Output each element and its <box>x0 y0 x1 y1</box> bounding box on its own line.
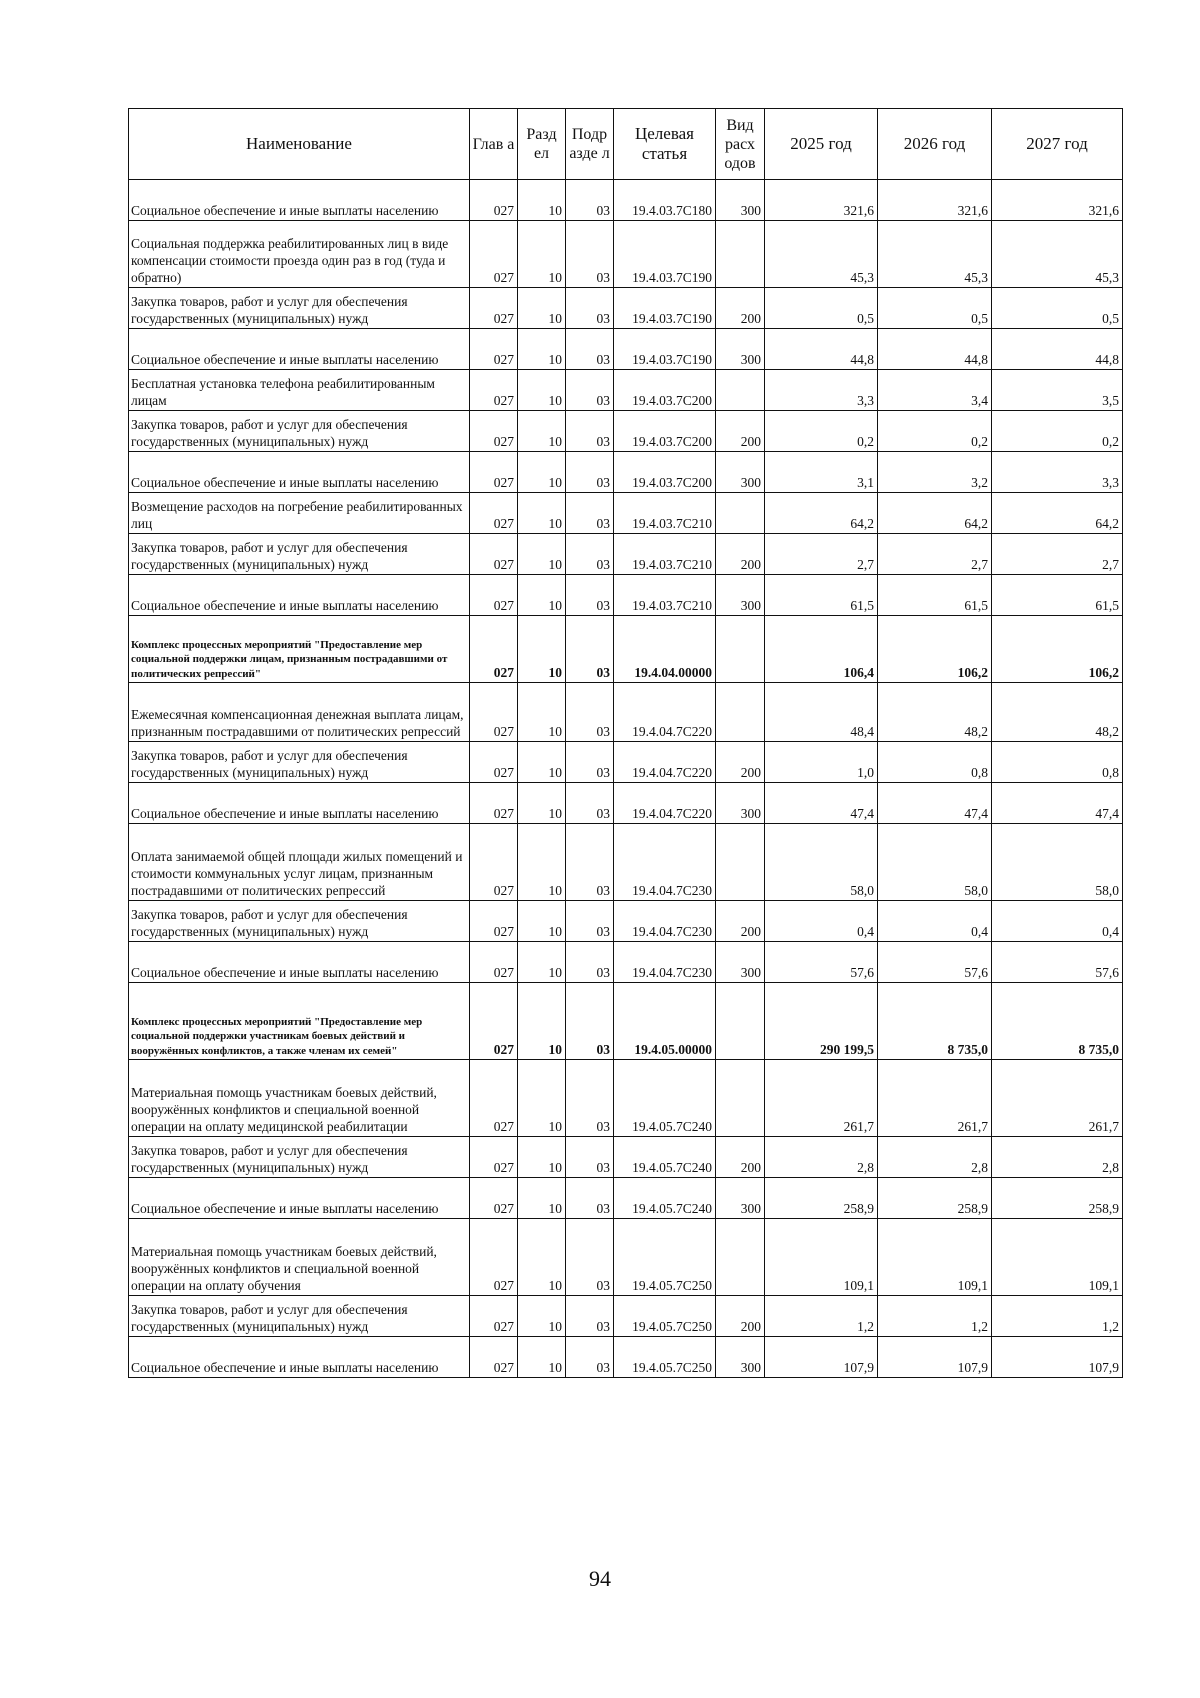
cell-2027: 47,4 <box>992 783 1123 824</box>
cell-podrazdel: 03 <box>566 616 614 683</box>
cell-2026: 0,8 <box>878 742 992 783</box>
table-row <box>129 742 1123 783</box>
header-glava: Глав а <box>470 109 518 180</box>
cell-name: Закупка товаров, работ и услуг для обеспечения государственных (муниципальных) нужд <box>129 742 470 783</box>
cell-name: Закупка товаров, работ и услуг для обеспечения государственных (муниципальных) нужд <box>129 288 470 329</box>
cell-name: Социальное обеспечение и иные выплаты населению <box>129 1178 470 1219</box>
cell-2027: 48,2 <box>992 683 1123 742</box>
cell-vid <box>716 824 765 901</box>
table-body <box>129 180 1123 1378</box>
cell-razdel: 10 <box>518 742 566 783</box>
cell-glava: 027 <box>470 1137 518 1178</box>
cell-podrazdel: 03 <box>566 983 614 1060</box>
cell-name: Материальная помощь участникам боевых действий, вооружённых конфликтов и специальной военной операции на оплату обучения <box>129 1219 470 1296</box>
cell-glava: 027 <box>470 901 518 942</box>
cell-2025: 3,1 <box>765 452 878 493</box>
cell-2025: 44,8 <box>765 329 878 370</box>
cell-2027: 107,9 <box>992 1337 1123 1378</box>
cell-razdel: 10 <box>518 942 566 983</box>
cell-podrazdel: 03 <box>566 1178 614 1219</box>
cell-2025: 2,8 <box>765 1137 878 1178</box>
cell-vid: 200 <box>716 411 765 452</box>
cell-vid: 300 <box>716 575 765 616</box>
cell-2025: 0,5 <box>765 288 878 329</box>
cell-target: 19.4.03.7С210 <box>614 575 716 616</box>
table-row <box>129 329 1123 370</box>
cell-razdel: 10 <box>518 1219 566 1296</box>
cell-2027: 2,8 <box>992 1137 1123 1178</box>
cell-2025: 47,4 <box>765 783 878 824</box>
table-row <box>129 493 1123 534</box>
table-row <box>129 824 1123 901</box>
cell-2027: 258,9 <box>992 1178 1123 1219</box>
cell-target: 19.4.04.7С230 <box>614 942 716 983</box>
cell-name: Комплекс процессных мероприятий "Предоставление мер социальной поддержки участникам боевых действий и вооружённых конфликтов, а также членам их семей" <box>129 983 470 1060</box>
table-row <box>129 1219 1123 1296</box>
cell-target: 19.4.03.7С190 <box>614 329 716 370</box>
cell-2026: 44,8 <box>878 329 992 370</box>
cell-podrazdel: 03 <box>566 1060 614 1137</box>
cell-target: 19.4.05.7С240 <box>614 1178 716 1219</box>
cell-2026: 1,2 <box>878 1296 992 1337</box>
header-2025: 2025 год <box>765 109 878 180</box>
cell-name: Закупка товаров, работ и услуг для обеспечения государственных (муниципальных) нужд <box>129 1296 470 1337</box>
cell-2027: 58,0 <box>992 824 1123 901</box>
cell-razdel: 10 <box>518 1178 566 1219</box>
cell-glava: 027 <box>470 783 518 824</box>
cell-2027: 3,5 <box>992 370 1123 411</box>
header-vid: Вид расх одов <box>716 109 765 180</box>
cell-name: Социальное обеспечение и иные выплаты населению <box>129 783 470 824</box>
cell-target: 19.4.03.7С180 <box>614 180 716 221</box>
cell-2026: 261,7 <box>878 1060 992 1137</box>
cell-podrazdel: 03 <box>566 942 614 983</box>
table-header <box>129 109 1123 180</box>
cell-name: Социальное обеспечение и иные выплаты населению <box>129 329 470 370</box>
cell-2026: 61,5 <box>878 575 992 616</box>
cell-2027: 0,8 <box>992 742 1123 783</box>
cell-vid <box>716 983 765 1060</box>
table-row <box>129 683 1123 742</box>
cell-podrazdel: 03 <box>566 221 614 288</box>
cell-2025: 2,7 <box>765 534 878 575</box>
header-podrazdel: Подр азде л <box>566 109 614 180</box>
budget-table <box>128 108 1123 1378</box>
cell-target: 19.4.03.7С210 <box>614 493 716 534</box>
cell-name: Материальная помощь участникам боевых действий, вооружённых конфликтов и специальной военной операции на оплату медицинской реабилитации <box>129 1060 470 1137</box>
cell-target: 19.4.05.00000 <box>614 983 716 1060</box>
cell-target: 19.4.05.7С240 <box>614 1060 716 1137</box>
cell-2027: 0,5 <box>992 288 1123 329</box>
cell-name: Ежемесячная компенсационная денежная выплата лицам, признанным пострадавшими от политических репрессий <box>129 683 470 742</box>
cell-2026: 0,2 <box>878 411 992 452</box>
cell-target: 19.4.03.7С200 <box>614 370 716 411</box>
cell-name: Закупка товаров, работ и услуг для обеспечения государственных (муниципальных) нужд <box>129 901 470 942</box>
cell-vid: 200 <box>716 742 765 783</box>
cell-target: 19.4.03.7С190 <box>614 221 716 288</box>
cell-2026: 3,4 <box>878 370 992 411</box>
cell-podrazdel: 03 <box>566 534 614 575</box>
cell-vid: 200 <box>716 534 765 575</box>
cell-razdel: 10 <box>518 493 566 534</box>
cell-podrazdel: 03 <box>566 452 614 493</box>
header-2027: 2027 год <box>992 109 1123 180</box>
cell-razdel: 10 <box>518 180 566 221</box>
cell-glava: 027 <box>470 534 518 575</box>
cell-glava: 027 <box>470 1219 518 1296</box>
cell-2027: 61,5 <box>992 575 1123 616</box>
cell-2025: 58,0 <box>765 824 878 901</box>
cell-name: Комплекс процессных мероприятий "Предоставление мер социальной поддержки лицам, признанным пострадавшими от политических репрессий" <box>129 616 470 683</box>
cell-podrazdel: 03 <box>566 1219 614 1296</box>
cell-name: Социальное обеспечение и иные выплаты населению <box>129 180 470 221</box>
cell-2025: 3,3 <box>765 370 878 411</box>
cell-vid: 300 <box>716 1337 765 1378</box>
cell-vid: 300 <box>716 1178 765 1219</box>
cell-target: 19.4.04.7С230 <box>614 824 716 901</box>
cell-2026: 0,4 <box>878 901 992 942</box>
cell-podrazdel: 03 <box>566 329 614 370</box>
cell-2026: 2,8 <box>878 1137 992 1178</box>
cell-vid: 300 <box>716 783 765 824</box>
cell-name: Социальное обеспечение и иные выплаты населению <box>129 942 470 983</box>
cell-glava: 027 <box>470 616 518 683</box>
cell-name: Социальное обеспечение и иные выплаты населению <box>129 575 470 616</box>
cell-name: Закупка товаров, работ и услуг для обеспечения государственных (муниципальных) нужд <box>129 1137 470 1178</box>
cell-target: 19.4.03.7С200 <box>614 411 716 452</box>
cell-razdel: 10 <box>518 1137 566 1178</box>
cell-razdel: 10 <box>518 783 566 824</box>
cell-vid <box>716 493 765 534</box>
cell-vid: 300 <box>716 942 765 983</box>
cell-podrazdel: 03 <box>566 1337 614 1378</box>
cell-glava: 027 <box>470 742 518 783</box>
cell-glava: 027 <box>470 370 518 411</box>
cell-glava: 027 <box>470 575 518 616</box>
cell-2025: 1,2 <box>765 1296 878 1337</box>
cell-target: 19.4.05.7С250 <box>614 1296 716 1337</box>
table-row <box>129 1178 1123 1219</box>
cell-podrazdel: 03 <box>566 1137 614 1178</box>
cell-2026: 321,6 <box>878 180 992 221</box>
cell-podrazdel: 03 <box>566 1296 614 1337</box>
cell-name: Закупка товаров, работ и услуг для обеспечения государственных (муниципальных) нужд <box>129 411 470 452</box>
cell-2026: 107,9 <box>878 1337 992 1378</box>
cell-glava: 027 <box>470 1060 518 1137</box>
cell-glava: 027 <box>470 452 518 493</box>
table-row <box>129 221 1123 288</box>
cell-glava: 027 <box>470 1178 518 1219</box>
cell-razdel: 10 <box>518 983 566 1060</box>
cell-target: 19.4.03.7С200 <box>614 452 716 493</box>
table-row <box>129 1296 1123 1337</box>
cell-name: Социальное обеспечение и иные выплаты населению <box>129 452 470 493</box>
cell-2027: 45,3 <box>992 221 1123 288</box>
cell-2027: 1,2 <box>992 1296 1123 1337</box>
table-row <box>129 370 1123 411</box>
header-target: Целевая статья <box>614 109 716 180</box>
cell-vid <box>716 683 765 742</box>
cell-glava: 027 <box>470 180 518 221</box>
table-row <box>129 452 1123 493</box>
table-row <box>129 1337 1123 1378</box>
cell-2025: 321,6 <box>765 180 878 221</box>
table-row <box>129 983 1123 1060</box>
cell-razdel: 10 <box>518 411 566 452</box>
cell-2026: 58,0 <box>878 824 992 901</box>
cell-2027: 64,2 <box>992 493 1123 534</box>
cell-razdel: 10 <box>518 1296 566 1337</box>
cell-2026: 2,7 <box>878 534 992 575</box>
cell-name: Социальное обеспечение и иные выплаты населению <box>129 1337 470 1378</box>
table-row <box>129 1060 1123 1137</box>
cell-razdel: 10 <box>518 901 566 942</box>
cell-2025: 61,5 <box>765 575 878 616</box>
cell-glava: 027 <box>470 493 518 534</box>
cell-2026: 3,2 <box>878 452 992 493</box>
cell-2025: 261,7 <box>765 1060 878 1137</box>
cell-target: 19.4.03.7С190 <box>614 288 716 329</box>
cell-2026: 47,4 <box>878 783 992 824</box>
table-row <box>129 1137 1123 1178</box>
cell-razdel: 10 <box>518 221 566 288</box>
table-row <box>129 180 1123 221</box>
cell-target: 19.4.04.7С220 <box>614 783 716 824</box>
cell-glava: 027 <box>470 683 518 742</box>
cell-vid: 200 <box>716 1137 765 1178</box>
cell-razdel: 10 <box>518 616 566 683</box>
cell-2025: 45,3 <box>765 221 878 288</box>
cell-target: 19.4.05.7С250 <box>614 1337 716 1378</box>
cell-2027: 3,3 <box>992 452 1123 493</box>
cell-target: 19.4.05.7С250 <box>614 1219 716 1296</box>
cell-2027: 0,4 <box>992 901 1123 942</box>
cell-2027: 321,6 <box>992 180 1123 221</box>
cell-target: 19.4.03.7С210 <box>614 534 716 575</box>
cell-name: Возмещение расходов на погребение реабилитированных лиц <box>129 493 470 534</box>
cell-2026: 258,9 <box>878 1178 992 1219</box>
cell-glava: 027 <box>470 411 518 452</box>
table-row <box>129 616 1123 683</box>
cell-target: 19.4.05.7С240 <box>614 1137 716 1178</box>
cell-razdel: 10 <box>518 575 566 616</box>
header-razdel: Разд ел <box>518 109 566 180</box>
cell-podrazdel: 03 <box>566 575 614 616</box>
cell-2026: 8 735,0 <box>878 983 992 1060</box>
cell-vid <box>716 221 765 288</box>
cell-vid: 300 <box>716 329 765 370</box>
cell-2025: 109,1 <box>765 1219 878 1296</box>
cell-razdel: 10 <box>518 534 566 575</box>
cell-2027: 2,7 <box>992 534 1123 575</box>
cell-name: Бесплатная установка телефона реабилитированным лицам <box>129 370 470 411</box>
cell-2027: 109,1 <box>992 1219 1123 1296</box>
cell-2025: 57,6 <box>765 942 878 983</box>
cell-2025: 290 199,5 <box>765 983 878 1060</box>
cell-2025: 64,2 <box>765 493 878 534</box>
cell-2027: 8 735,0 <box>992 983 1123 1060</box>
cell-podrazdel: 03 <box>566 783 614 824</box>
cell-glava: 027 <box>470 824 518 901</box>
cell-2026: 64,2 <box>878 493 992 534</box>
cell-razdel: 10 <box>518 452 566 493</box>
table-row <box>129 288 1123 329</box>
cell-vid <box>716 1219 765 1296</box>
cell-2027: 261,7 <box>992 1060 1123 1137</box>
cell-podrazdel: 03 <box>566 824 614 901</box>
cell-2026: 109,1 <box>878 1219 992 1296</box>
cell-name: Оплата занимаемой общей площади жилых помещений и стоимости коммунальных услуг лицам, признанным пострадавшими от политических репрессий <box>129 824 470 901</box>
cell-2027: 0,2 <box>992 411 1123 452</box>
table-row <box>129 575 1123 616</box>
cell-glava: 027 <box>470 288 518 329</box>
cell-name: Закупка товаров, работ и услуг для обеспечения государственных (муниципальных) нужд <box>129 534 470 575</box>
cell-2026: 45,3 <box>878 221 992 288</box>
header-name: Наименование <box>129 109 470 180</box>
cell-target: 19.4.04.7С220 <box>614 742 716 783</box>
cell-podrazdel: 03 <box>566 742 614 783</box>
cell-2025: 258,9 <box>765 1178 878 1219</box>
cell-vid: 200 <box>716 1296 765 1337</box>
cell-razdel: 10 <box>518 288 566 329</box>
cell-2025: 0,4 <box>765 901 878 942</box>
cell-2027: 57,6 <box>992 942 1123 983</box>
cell-vid: 300 <box>716 452 765 493</box>
page-number: 94 <box>589 1566 611 1591</box>
cell-glava: 027 <box>470 1337 518 1378</box>
cell-vid: 200 <box>716 288 765 329</box>
cell-vid <box>716 370 765 411</box>
cell-name: Социальная поддержка реабилитированных лиц в виде компенсации стоимости проезда один раз в год (туда и обратно) <box>129 221 470 288</box>
cell-podrazdel: 03 <box>566 901 614 942</box>
cell-target: 19.4.04.00000 <box>614 616 716 683</box>
cell-razdel: 10 <box>518 824 566 901</box>
cell-podrazdel: 03 <box>566 370 614 411</box>
cell-2025: 0,2 <box>765 411 878 452</box>
cell-razdel: 10 <box>518 1060 566 1137</box>
cell-glava: 027 <box>470 1296 518 1337</box>
cell-2026: 106,2 <box>878 616 992 683</box>
cell-2025: 48,4 <box>765 683 878 742</box>
cell-glava: 027 <box>470 221 518 288</box>
cell-2025: 106,4 <box>765 616 878 683</box>
cell-vid: 200 <box>716 901 765 942</box>
cell-razdel: 10 <box>518 683 566 742</box>
cell-razdel: 10 <box>518 329 566 370</box>
table-row <box>129 942 1123 983</box>
table-row <box>129 901 1123 942</box>
cell-razdel: 10 <box>518 370 566 411</box>
cell-2025: 107,9 <box>765 1337 878 1378</box>
cell-vid <box>716 616 765 683</box>
table-row <box>129 534 1123 575</box>
cell-glava: 027 <box>470 983 518 1060</box>
cell-2027: 106,2 <box>992 616 1123 683</box>
cell-2026: 57,6 <box>878 942 992 983</box>
cell-target: 19.4.04.7С230 <box>614 901 716 942</box>
cell-podrazdel: 03 <box>566 683 614 742</box>
cell-target: 19.4.04.7С220 <box>614 683 716 742</box>
table-row <box>129 411 1123 452</box>
cell-podrazdel: 03 <box>566 180 614 221</box>
cell-podrazdel: 03 <box>566 411 614 452</box>
cell-2025: 1,0 <box>765 742 878 783</box>
cell-2026: 48,2 <box>878 683 992 742</box>
cell-2027: 44,8 <box>992 329 1123 370</box>
cell-2026: 0,5 <box>878 288 992 329</box>
cell-podrazdel: 03 <box>566 288 614 329</box>
cell-razdel: 10 <box>518 1337 566 1378</box>
cell-podrazdel: 03 <box>566 493 614 534</box>
table-row <box>129 783 1123 824</box>
cell-vid: 300 <box>716 180 765 221</box>
header-2026: 2026 год <box>878 109 992 180</box>
cell-glava: 027 <box>470 942 518 983</box>
cell-vid <box>716 1060 765 1137</box>
cell-glava: 027 <box>470 329 518 370</box>
